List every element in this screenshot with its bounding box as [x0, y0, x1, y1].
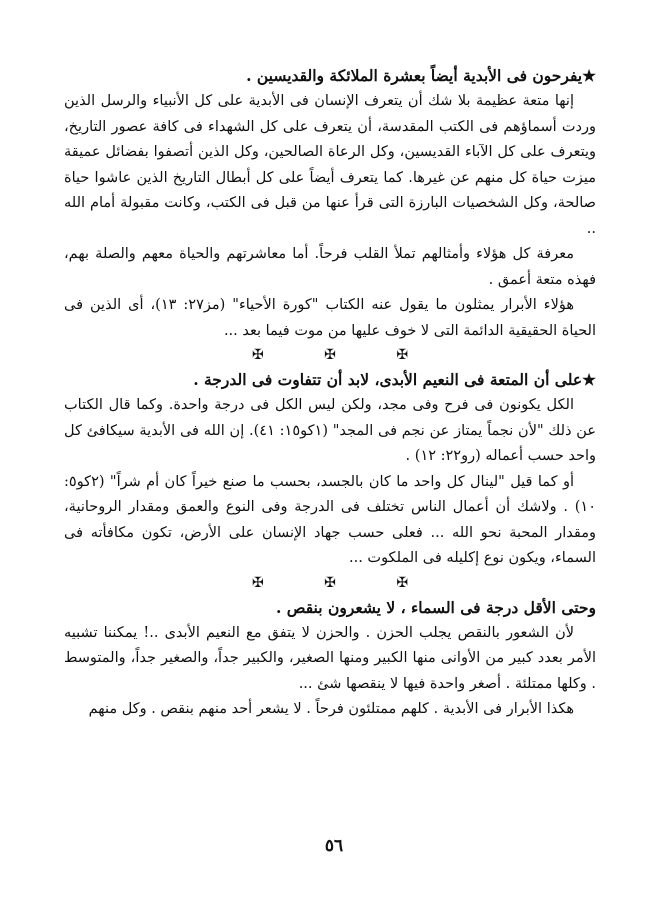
section-divider-stars: ✠ ✠ ✠ — [251, 574, 437, 591]
paragraph: الكل يكونون فى فرح وفى مجد، ولكن ليس الكل فى درجة واحدة. وكما قال الكتاب عن ذلك "لأن نجماً يمتاز عن نجم فى المجد" (١كو١٥: ٤١). إن الله فى الأبدية سيكافئ كل واحد حسب أعماله (رو٢٢: ١٢) . — [64, 397, 596, 464]
paragraph: هكذا الأبرار فى الأبدية . كلهم ممتلئون فرحاً . لا يشعر أحد منهم بنقص . وكل منهم — [88, 701, 574, 717]
heading-saints: ★يفرحون فى الأبدية أيضاً بعشرة الملائكة والقديسين . — [246, 66, 596, 85]
section-divider-stars: ✠ ✠ ✠ — [251, 347, 437, 363]
paragraph: هؤلاء الأبرار يمثلون ما يقول عنه الكتاب "كورة الأحياء" (مز٢٧: ١٣)، أى الذين فى الحياة الحقيقية الدائمة التى لا خوف عليها من موت فيما بعد ... — [64, 297, 596, 339]
paragraph: معرفة كل هؤلاء وأمثالهم تملأ القلب فرحاً. أما معاشرتهم والحياة معهم والصلة بهم، فهذه متعة أعمق . — [64, 246, 596, 288]
paragraph: إنها متعة عظيمة بلا شك أن يتعرف الإنسان فى الأبدية على كل الأنبياء والرسل الذين وردت أسماؤهم فى الكتب المقدسة، أن يتعرف على كل الشهداء فى كافة عصور التاريخ، ويتعرف على كل الآباء القديسين، وكل الرعاة الصالحين، وكل الذين أتصفوا بفضائل عميقة ميزت حياة كل منهم عن غيرها. كما يتعرف أيضاً على كل أبطال التاريخ الذين عاشوا حياة صالحة، وكل الشخصيات البارزة التى قرأ عنها من قبل فى الكتب، وكانت مقبولة أمام الله .. — [64, 93, 597, 237]
paragraph: لأن الشعور بالنقص يجلب الحزن . والحزن لا يتفق مع النعيم الأبدى ..! يمكننا تشبيه الأمر بعدد كبير من الأوانى منها الكبير ومنها الصغير، والكبير جداً، والصغير جداً، والمتوسط . وكلها ممتلئة . أصغر واحدة فيها لا ينقصها شئ ... — [64, 624, 596, 692]
page-number: ٥٦ — [324, 836, 344, 856]
heading-no-lack: وحتى الأقل درجة فى السماء ، لا يشعرون بنقص . — [275, 597, 596, 617]
heading-degrees: ★على أن المتعة فى النعيم الأبدى، لابد أن تتفاوت فى الدرجة . — [193, 370, 596, 389]
paragraph: أو كما قيل "لينال كل واحد ما كان بالجسد، بحسب ما صنع خيراً كان أم شراً" (٢كو٥: ١٠) . ولاشك أن أعمال الناس تختلف فى الدرجة وفى النوع والعمق ومقدار الروحانية، ومقدار المحبة نحو الله ... فعلى حسب جهاد الإنسان على الأرض، تكون مكافأته فى السماء، ويكون نوع إكليله فى الملكوت ... — [64, 473, 596, 566]
